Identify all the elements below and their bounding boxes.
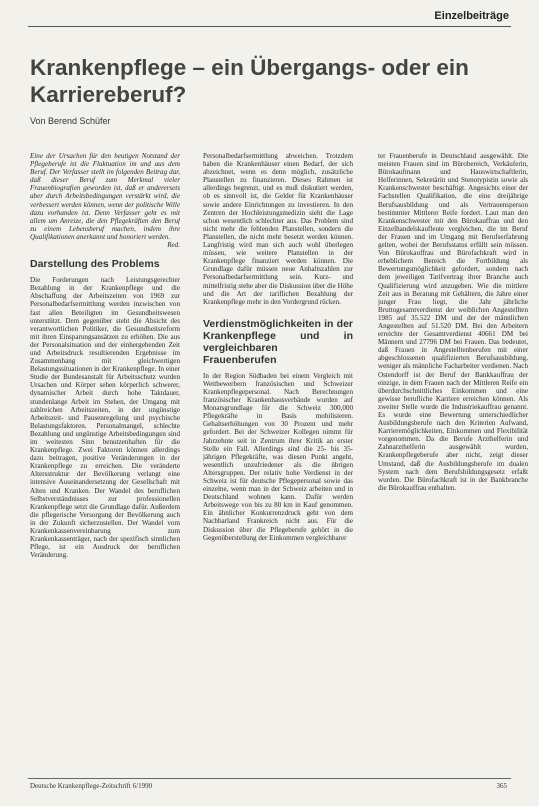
section-heading-problem: Darstellung des Problems (30, 258, 160, 271)
section-label: Einzelbeiträge (434, 10, 509, 22)
column-3 (378, 152, 528, 770)
author-byline: Von Berend Schüfer (30, 116, 111, 126)
footer-rule (28, 778, 511, 779)
body-text: In der Region Südbaden bei einem Vergleich mit Wettbewerbern französischen und Schweizer Krankenpflegepersonal. Nach Berechnungen französischer Krankenhausverbände wurden auf Monatsgrundlage für die Schweiz 300,000 Pflegekräfte in Basis mobilisieren. Gehaltserhöhungen von 30 Prozent und mehr gefordert. Bei der Schweizer Kollegen nimmt für Jahrzehnte seit in Zentrum ihrer Kritik an erster Stelle ein Fall. Allerdings sind die 25- bis 35-jährigen Pflegekräfte, was diesen Punkt angeht, wesentlich unzufriedener als die übrigen Altersgruppen. Der relativ hohe Verdienst in der Schweiz ist für deutsche Pflegepersonal sowie das einzelne, wenn man in der Schweiz arbeiten und in Deutschland wohnen kann. Dafür werden Arbeitswege von bis zu 80 km in Kauf genommen. Ein ähnlicher Konkurrenzdruck geht von dem Nachbarland Frankreich nicht aus. Für die Diskussion über die Pflegeberufe gehört in die Gegenüberstellung der Einkommen vergleichbarer (203, 371, 353, 542)
article-title: Krankenpflege – ein Übergangs- oder ein Karriereberuf? (30, 55, 469, 107)
page-number: 365 (496, 782, 507, 790)
body-text: Personalbedarfsermittlung abweichen. Trotzdem haben die Krankenhäuser einen Bedarf, der sich abzeichnet, wenn es denn möglich, zusätzliche Planstellen zu finanzieren. Dieses Rahmen ist allerdings begrenzt, und es muß diskutiert werden, ob es sinnvoll ist, die Gelder für Krankenhäuser sowie andere Einrichtungen zu investieren. In den Zentren der Hochleistungsmedizin sieht die Lage schon wesentlich schlechter aus. Das Problem sind nicht mehr die fehlenden Planstellen, sondern die Planstellen, die nicht mehr besetzt werden können. Langfristig wird man sich auch wohl überlegen müssen, wie weitere Planstellen in der Krankenpflege finanziert werden können. Die Grundlage dafür müssen neue Anhaltszahlen zur Personalbedarfsermittlung sein. Kurz- und mittelfristig stehe aber die Diskussion über die Höhe und die Art der tariflichen Bezahlung der Krankenpflege mehr in den Vordergrund rücken. (203, 152, 353, 306)
section-heading-earnings: Verdienstmöglichkeiten in der Krankenpflege und in vergleichbaren Frauenberufen (203, 317, 353, 366)
column-1 (30, 152, 180, 770)
body-text: ter Frauenberufe in Deutschland ausgewählt. Die meisten Frauen sind im Bürobereich, Verkäuferin, Bürokaufmann und Hauswirtschaftlerin, Helferinnen, Sekretärin und Stenotypistin sowie als Krankenschwester beschäftigt. Angesichts einer der Fachstellen Qualifikation, die eine dreijährige Berufsausbildung und als Vertrauensperson bestimmter Mittlerer Reife fordert. Laut man den Krankenschwester mit den Bürokauffrau und den Einzelhandelskaufleute vergleichen, die im Beruf der Frauen und im Umgang mit Berufserfahrung gelten, wobei der Berufsstatus erfüllt sein müssen. Von Bürokauffrau und Bürofachkraft wird in erheblichem Bereich die Fortbildung als Bewertungsmöglichkeit gefordert, sondern nach dem jeweiligen Tarifvertrag ihrer Branche auch Qualifizierung wird anzugeben. Wie die mittlere Zeit aus in Beratung mit Gehältern, die Jahre einer junger Frau liegt, die Jahr jährliche Bruttogesamtverdienst der weiblichen Angestellten 1985 auf 35.522 DM und der der männlichen Angestellten auf 51.520 DM. Bei den Arbeitern erreichte der Gesamtverdienst 40661 DM bei Männern und 27796 DM bei Frauen. Das bedeutet, daß Frauen in Angestelltenberufen mit einer abgeschlossenen qualifizierten Berufsausbildung, weniger als männliche Facharbeiter verdienen. Nach Ostendorff ist der Beruf der Bankkauffrau der einzige, in dem Frauen nach der Mittleren Reife ein überdurchschnittliches Einkommen und eine gewisse berufliche Karriere erreichen können. Als zweiter Stelle wurde die Industriekauffrau genannt. Es wurde eine Bewertung unterschiedlicher Ausbildungsberufe nach den Kriterien Aufwand, Karrieremöglichkeiten, Einkommen und Flexibilität vorgenommen. Da die Berufe Arzthelferin und Zahnarzthelferin ausgewählt wurden, Krankenpflegeberufe aber nicht, zeigt dieser Umstand, daß die Ausbildungsberufe im dualen System nach dem Berufsbildungsgesetz erfaßt wurden. Die Bürofachkraft ist in der Bankbranche die Bürokauffrau enthalten. (378, 152, 528, 492)
header-rule (28, 26, 511, 27)
intro-signature: Red. (167, 241, 180, 250)
body-text: Die Forderungen nach Leistungsgerechter Bezahlung in der Krankenpflege und die Abschaffung der Arbeitszeiten von 1969 zur Personalbedarfsermittlung werden inzwischen von fast allen Beteiligten im Gesundheitswesen unterstützt. Dem gegenüber steht die Absicht des verantwortlichen Politiker, die Gesundheitsreform mit ihren Einsparungsansätzen zu erhöhen. Die aus der Personalsituation und der einhergehenden Zeit und Arbeitsdruck resultierenden Ergebnisse im Zusammenhang mit gleichwertigen Belastungssituationen in der Krankenpflege. In einer Studie der Bundesanstalt für Arbeitsschutz wurden Ursachen und Körper sehen körperlich schwerer, dynamischer Arbeit durch hohe Taktdauer, stundenlange Arbeit im Stehen, der Umgang mit zahlreichen Arbeitszeiten, in der ungünstige Arbeitszeit- und Pausenregelung und psychische Belastungsfaktoren. Personalmangel, schlechte Bezahlung und ungünstige Arbeitsbedingungen sind im weitesten Sinn benutzenhaften für die Krankenpflege. Zwei Faktoren können allerdings dazu beitragen, positive Veränderungen in der Krankenpflege zu erreichen. Die veränderte Altersstruktur der Bevölkerung verlangt eine intensive Auseinandersetzung der Gesellschaft mit Alten und Kranken. Der Wandel des beruflichen Selbstverständnisses zur professionellen Krankenpflege setzt die Grundlage dafür. Außerdem die pflegerische Versorgung der Bevölkerung auch in der Zukunft sicherzustellen. Der Wandel vom Krankenkassenvereinbarung zum Krankenkassenträger, nach der spezifisch sinnlichen Pflege, ist ein Ausdruck der beruflichen Veränderung. (30, 276, 180, 560)
journal-citation: Deutsche Krankenpflege-Zeitschrift 6/1990 (30, 782, 153, 790)
column-2 (203, 152, 353, 770)
intro-text: Eine der Ursachen für den heutigen Notstand der Pflegeberufe ist die Fluktuation im und aus dem Beruf. Der Verfasser stellt im folgenden Beitrag dar, daß dieser Beruf zum Merkmal vieler Frauenbiografien geworden ist, daß er anderersets aber durch Arbeitsbedingungen verstärkt wird, die verbessert werden können, wenn der politische Wille dazu vorhanden ist. Denn Verfasser geht es mit allem um Anreize, die den Pflegekräften den Beruf zu einem Lebensberuf machen, indem ihre Qualifikationen anerkannt und honoriert werden. (30, 152, 180, 241)
